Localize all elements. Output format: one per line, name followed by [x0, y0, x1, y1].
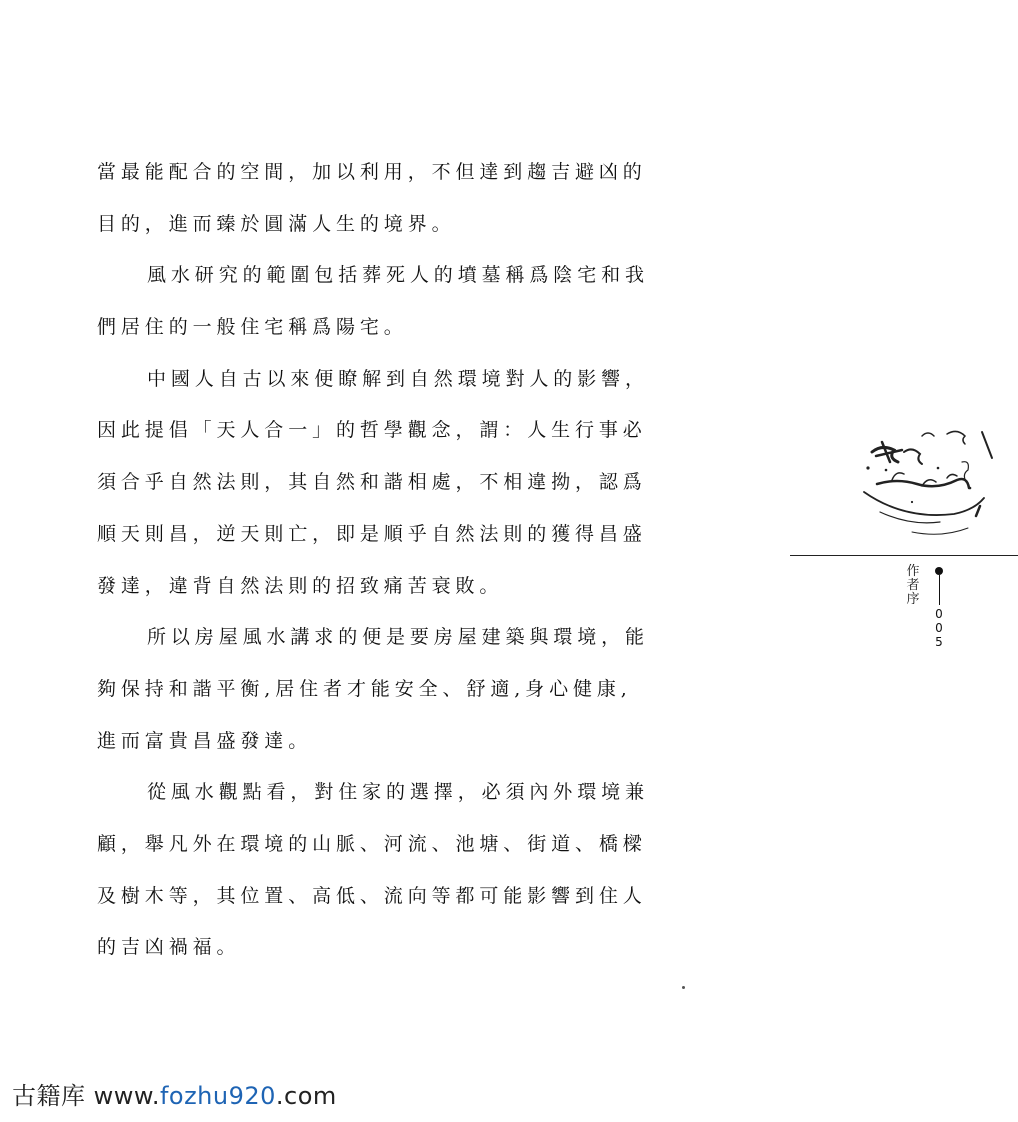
calligraphy-emblem-icon: [852, 422, 1002, 542]
text-line: 因此提倡「天人合一」的哲學觀念，謂：人生行事必: [97, 419, 647, 442]
text-line: 風水研究的範圍包括葬死人的墳墓稱爲陰宅和我: [147, 264, 649, 287]
watermark-name: 古籍库: [12, 1082, 86, 1110]
text-line: 當最能配合的空間，加以利用，不但達到趨吉避凶的: [97, 161, 647, 183]
body-text: [97, 150, 697, 977]
text-line: 顧，舉凡外在環境的山脈、河流、池塘、街道、橋樑: [97, 832, 647, 855]
divider-rule: [790, 555, 1018, 556]
page-number: 005: [935, 607, 943, 649]
section-label: 作者序: [906, 564, 920, 607]
text-line: 目的，進而臻於圓滿人生的境界。: [97, 212, 456, 235]
page-marker: [934, 567, 944, 677]
text-line: 及樹木等，其位置、高低、流向等都可能影響到住人: [97, 884, 647, 907]
text-line: 所以房屋風水講求的便是要房屋建築與環境，能: [147, 626, 649, 649]
text-line: 的吉凶禍福。: [97, 936, 241, 959]
text-line: 順天則昌，逆天則亡，即是順乎自然法則的獲得昌盛: [97, 522, 647, 545]
text-line: 們居住的一般住宅稱爲陽宅。: [97, 316, 408, 339]
text-line: 須合乎自然法則，其自然和諧相處，不相違拗，認爲: [97, 471, 647, 494]
marker-stem: [939, 575, 940, 605]
watermark-url-suffix: .com: [275, 1082, 337, 1110]
watermark-url-prefix: www.: [93, 1082, 160, 1110]
text-line: 從風水觀點看，對住家的選擇，必須內外環境兼: [147, 781, 649, 804]
site-watermark: [12, 1076, 337, 1116]
text-line: 進而富貴昌盛發達。: [97, 729, 313, 752]
watermark-url-colored: fozhu920: [159, 1082, 276, 1110]
scan-speck: [682, 986, 685, 989]
marker-dot-icon: [935, 567, 943, 575]
text-line: 夠保持和諧平衡,居住者才能安全、舒適,身心健康,: [97, 677, 632, 700]
text-line: 發達，違背自然法則的招致痛苦衰敗。: [97, 574, 504, 597]
text-line: 中國人自古以來便瞭解到自然環境對人的影響，: [147, 367, 649, 390]
